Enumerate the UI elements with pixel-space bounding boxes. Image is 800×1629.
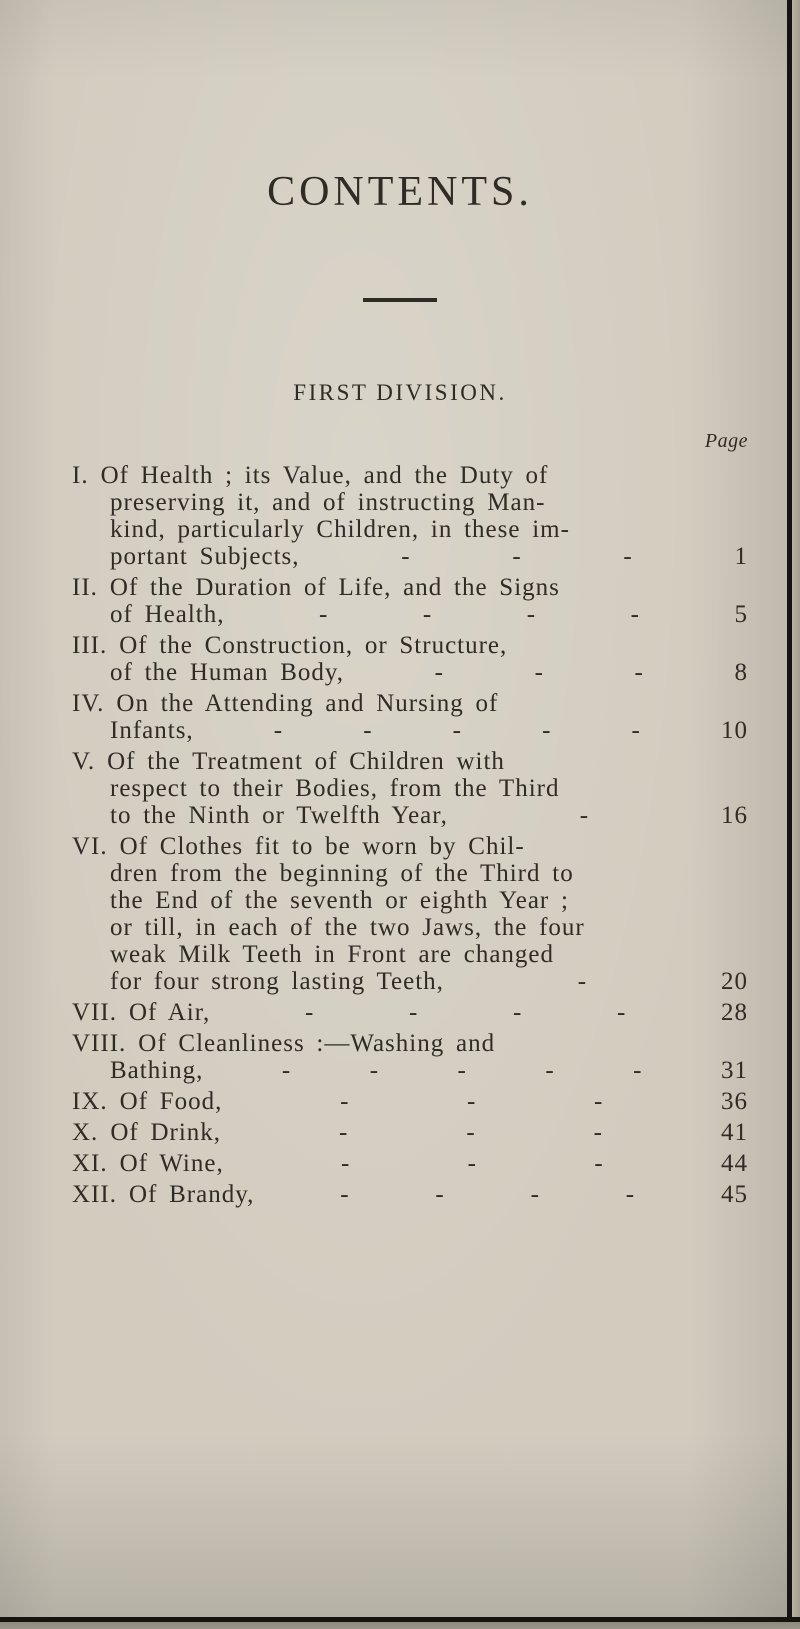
toc-entry bbox=[72, 690, 748, 744]
entry-numeral: X. bbox=[72, 1119, 99, 1146]
toc-entry bbox=[72, 1181, 748, 1208]
toc-entry-lastline bbox=[110, 717, 748, 744]
leader-dash: - bbox=[435, 1181, 445, 1208]
toc-entry bbox=[72, 999, 748, 1026]
leader-dash: - bbox=[422, 601, 433, 628]
leader-dash: - bbox=[623, 543, 633, 570]
toc-entry-lastline bbox=[110, 601, 748, 628]
table-of-contents bbox=[0, 430, 800, 1208]
leader-dash: - bbox=[577, 968, 588, 995]
entry-page-number: 31 bbox=[720, 1057, 748, 1084]
leader-dash: - bbox=[534, 659, 544, 686]
leader-dash: - bbox=[467, 1088, 477, 1115]
entry-text: Of Clothes fit to be worn by Chil- bbox=[119, 833, 525, 860]
page-edge-right-outer bbox=[792, 0, 800, 1629]
entry-text: XII. Of Brandy, bbox=[72, 1181, 255, 1208]
toc-entry-line: dren from the beginning of the Third to bbox=[110, 860, 574, 887]
toc-entry-line: preserving it, and of instructing Man- bbox=[110, 489, 546, 516]
leader-dash: - bbox=[281, 1057, 292, 1084]
toc-entry-lastline bbox=[72, 1181, 748, 1208]
leader-dash: - bbox=[457, 1057, 467, 1084]
leader-dash: - bbox=[340, 1181, 350, 1208]
toc-entry bbox=[72, 632, 748, 686]
leader-dash: - bbox=[363, 717, 373, 744]
leader-dash: - bbox=[512, 543, 522, 570]
entry-text: XI. Of Wine, bbox=[72, 1150, 224, 1177]
toc-entry-lastline bbox=[110, 543, 748, 570]
entry-text: Of the Treatment of Children with bbox=[107, 748, 505, 775]
toc-entry bbox=[72, 462, 748, 570]
toc-entry bbox=[72, 1150, 748, 1177]
leader-dash: - bbox=[273, 717, 284, 744]
entry-page-number: 36 bbox=[720, 1088, 748, 1115]
leader-dash: - bbox=[630, 601, 640, 628]
entry-numeral: III. bbox=[72, 632, 108, 659]
leader-dash: - bbox=[633, 1057, 643, 1084]
entry-numeral: II. bbox=[72, 574, 98, 601]
toc-entry bbox=[72, 748, 748, 829]
toc-entry-line: the End of the seventh or eighth Year ; bbox=[110, 887, 569, 914]
leader-dash: - bbox=[593, 1119, 603, 1146]
toc-entry-lastline bbox=[72, 1150, 748, 1177]
toc-entry-line: kind, particularly Children, in these im- bbox=[110, 516, 570, 543]
entry-numeral: IV. bbox=[72, 690, 105, 717]
toc-entry-lastline bbox=[110, 659, 748, 686]
section-heading: FIRST DIVISION. bbox=[293, 380, 507, 405]
entry-text: Of the Construction, or Structure, bbox=[119, 632, 508, 659]
toc-entry-lastline bbox=[72, 1088, 748, 1115]
leader-dash: - bbox=[634, 659, 644, 686]
entry-text: On the Attending and Nursing of bbox=[116, 690, 499, 717]
toc-entry-line bbox=[72, 574, 748, 601]
entry-page-number: 41 bbox=[720, 1119, 748, 1146]
entry-text: Of Cleanliness :—Washing and bbox=[138, 1030, 496, 1057]
toc-entry bbox=[72, 833, 748, 995]
leader-dash: - bbox=[579, 802, 590, 829]
leader-dash: - bbox=[340, 1088, 350, 1115]
leader-dash: - bbox=[512, 999, 523, 1026]
entry-numeral: I. bbox=[72, 462, 89, 489]
entry-numeral: VI. bbox=[72, 833, 108, 860]
entry-numeral: XII. bbox=[72, 1181, 117, 1208]
entry-text: portant Subjects, bbox=[110, 543, 300, 570]
toc-entry-line: or till, in each of the two Jaws, the four bbox=[110, 914, 585, 941]
leader-dash: - bbox=[339, 1119, 349, 1146]
toc-entry-line: weak Milk Teeth in Front are changed bbox=[110, 941, 555, 968]
leader-dash: - bbox=[594, 1150, 604, 1177]
entry-text: Of Health ; its Value, and the Duty of bbox=[100, 462, 549, 489]
entry-page-number: 10 bbox=[720, 717, 748, 744]
leader-dash: - bbox=[530, 1181, 540, 1208]
leader-dash: - bbox=[616, 999, 627, 1026]
entry-page-number: 44 bbox=[720, 1150, 748, 1177]
leader-dash: - bbox=[625, 1181, 636, 1208]
leader-dash: - bbox=[341, 1150, 351, 1177]
entry-text: Of the Duration of Life, and the Signs bbox=[109, 574, 560, 601]
entry-page-number: 8 bbox=[734, 659, 748, 686]
entry-numeral: XI. bbox=[72, 1150, 108, 1177]
toc-entry bbox=[72, 1119, 748, 1146]
entry-page-number: 20 bbox=[720, 968, 748, 995]
page-edge-right bbox=[787, 0, 792, 1629]
leader-dash: - bbox=[401, 543, 411, 570]
toc-entry-lastline bbox=[72, 999, 748, 1026]
toc-entry-line bbox=[72, 1030, 748, 1057]
entry-numeral: VIII. bbox=[72, 1030, 127, 1057]
leader-dash: - bbox=[545, 1057, 555, 1084]
toc-entry-lastline bbox=[110, 968, 748, 995]
entry-text: VII. Of Air, bbox=[72, 999, 211, 1026]
leader-dash: - bbox=[542, 717, 552, 744]
toc-entry-line bbox=[72, 462, 748, 489]
entry-page-number: 28 bbox=[720, 999, 748, 1026]
entry-text: for four strong lasting Teeth, bbox=[110, 968, 444, 995]
title-divider-rule bbox=[363, 298, 437, 302]
toc-entry-line bbox=[72, 632, 748, 659]
toc-entry bbox=[72, 574, 748, 628]
page-column-label: Page bbox=[704, 430, 748, 452]
entry-text: Bathing, bbox=[110, 1057, 204, 1084]
leader-dash: - bbox=[594, 1088, 604, 1115]
toc-entries bbox=[72, 462, 748, 1208]
toc-entry-line bbox=[72, 690, 748, 717]
contents-title: CONTENTS. bbox=[267, 169, 533, 215]
page-edge-bottom-outer bbox=[0, 1622, 800, 1629]
toc-entry-lastline bbox=[110, 802, 748, 829]
leader-dash: - bbox=[304, 999, 315, 1026]
leader-dash: - bbox=[631, 717, 641, 744]
entry-numeral: IX. bbox=[72, 1088, 108, 1115]
toc-entry-line bbox=[72, 748, 748, 775]
leader-dash: - bbox=[526, 601, 537, 628]
toc-entry-lastline bbox=[110, 1057, 748, 1084]
entry-text: of Health, bbox=[110, 601, 225, 628]
toc-entry-line: respect to their Bodies, from the Third bbox=[110, 775, 560, 802]
entry-numeral: V. bbox=[72, 748, 96, 775]
toc-entry bbox=[72, 1030, 748, 1084]
entry-numeral: VII. bbox=[72, 999, 117, 1026]
leader-dash: - bbox=[369, 1057, 380, 1084]
leader-dash: - bbox=[319, 601, 329, 628]
entry-text: X. Of Drink, bbox=[72, 1119, 222, 1146]
leader-dash: - bbox=[467, 1150, 477, 1177]
leader-dash: - bbox=[466, 1119, 476, 1146]
entry-page-number: 16 bbox=[720, 802, 748, 829]
entry-text: to the Ninth or Twelfth Year, bbox=[110, 802, 448, 829]
entry-page-number: 45 bbox=[720, 1181, 748, 1208]
toc-entry-line bbox=[72, 833, 748, 860]
toc-entry-lastline bbox=[72, 1119, 748, 1146]
entry-page-number: 5 bbox=[734, 601, 748, 628]
leader-dash: - bbox=[408, 999, 419, 1026]
entry-text: Infants, bbox=[110, 717, 194, 744]
toc-entry bbox=[72, 1088, 748, 1115]
leader-dash: - bbox=[452, 717, 462, 744]
entry-page-number: 1 bbox=[734, 543, 748, 570]
leader-dash: - bbox=[434, 659, 444, 686]
entry-text: of the Human Body, bbox=[110, 659, 345, 686]
entry-text: IX. Of Food, bbox=[72, 1088, 223, 1115]
